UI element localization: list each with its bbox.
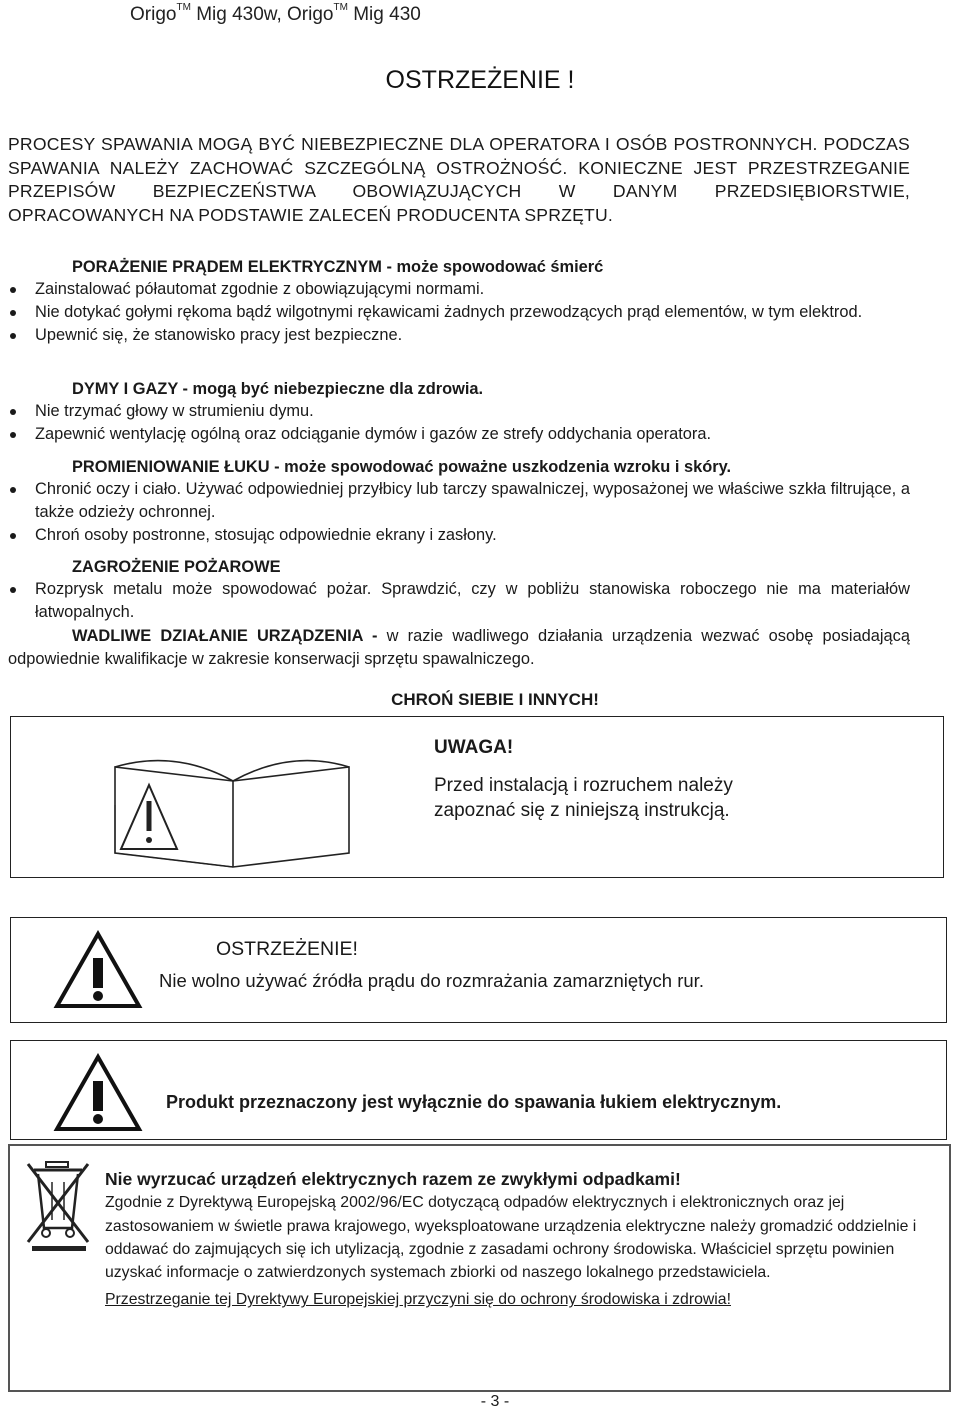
section-heading: PORAŻENIE PRĄDEM ELEKTRYCZNYM - może spowodować śmierć — [72, 258, 604, 276]
warning-text: Nie wolno używać źródła prądu do rozmrażania zamarzniętych rur. — [159, 970, 704, 991]
list-item: Rozprysk metalu może spowodować pożar. Sprawdzić, czy w pobliżu stanowiska roboczego nie ma materiałów łatwopalnych. — [8, 578, 910, 624]
warning-triangle-icon — [53, 1053, 143, 1133]
section-text: w razie wadliwego działania urządzenia wezwać osobę posiadającą odpowiednie kwalifikacje w zakresie konserwacji sprzętu spawalniczego. — [8, 627, 910, 668]
page-header: Origo™ Mig 430w, Origo™ Mig 430 — [130, 1, 421, 25]
list-item: Nie dotykać gołymi rękoma bądź wilgotnymi rękawicami żadnych przewodzących prąd elementów, w tym elektrod. — [8, 301, 910, 324]
notice-title: UWAGA! — [434, 737, 514, 758]
warning-title: OSTRZEŻENIE! — [216, 938, 358, 960]
warning-triangle-icon — [53, 930, 143, 1010]
section-malfunction — [8, 625, 910, 671]
section-arc-radiation — [8, 456, 910, 546]
notice-line: Przed instalacją i rozruchem należy — [434, 775, 733, 796]
protect-slogan: CHROŃ SIEBIE I INNYCH! — [391, 690, 599, 709]
weee-footer: Przestrzeganie tej Dyrektywy Europejskiej przyczyni się do ochrony środowiska i zdrowia! — [105, 1291, 731, 1309]
weee-body: Zgodnie z Dyrektywą Europejską 2002/96/EC dotyczącą odpadów elektrycznych i elektronicznych oraz jej zastosowaniem w świetle prawa krajowego, wyeksploatowane urządzenia elektryczne należy gromadzić oddzielnie i oddawać do zajmujących się ich utylizacją, zgodnie z zasadami ochrony środowiska. Właściciel sprzętu powinien uzyskać informacje o zatwierdzonych systemach zbiorki od naszego lokalnego przedstawiciela. — [105, 1194, 917, 1282]
list-item: Upewnić się, że stanowisko pracy jest bezpieczne. — [8, 324, 910, 347]
page-number: - 3 - — [480, 1393, 510, 1410]
section-heading: WADLIWE DZIAŁANIE URZĄDZENIA - — [72, 627, 378, 645]
notice-text — [434, 773, 733, 823]
warning-box-pipes — [10, 917, 947, 1023]
weee-text — [105, 1168, 925, 1312]
list-item: Chroń osoby postronne, stosując odpowiednie ekrany i zasłony. — [8, 524, 910, 547]
section-fumes — [8, 378, 910, 446]
list-item: Nie trzymać głowy w strumieniu dymu. — [8, 400, 910, 423]
list-item: Zainstalować półautomat zgodnie z obowiązującymi normami. — [8, 278, 910, 301]
list-item: Zapewnić wentylację ogólną oraz odciąganie dymów i gazów ze strefy oddychania operatora. — [8, 423, 910, 446]
notice-line: zapoznać się z niniejszą instrukcją. — [434, 800, 730, 821]
section-heading: ZAGROŻENIE POŻAROWE — [72, 558, 281, 576]
warning-box-use — [10, 1040, 947, 1140]
section-electric-shock — [8, 256, 910, 346]
list-item: Chronić oczy i ciało. Używać odpowiedniej przyłbicy lub tarczy spawalniczej, wyposażonej we właściwe szkła filtrujące, a także odzieży ochronnej. — [8, 478, 910, 524]
section-heading: DYMY I GAZY - mogą być niebezpieczne dla zdrowia. — [72, 380, 484, 398]
crossed-bin-icon — [24, 1158, 94, 1253]
notice-box — [10, 716, 944, 878]
section-fire-hazard — [8, 556, 910, 624]
section-heading: PROMIENIOWANIE ŁUKU - może spowodować poważne uszkodzenia wzroku i skóry. — [72, 458, 732, 476]
warning-manual-icon — [85, 745, 365, 870]
warning-text: Produkt przeznaczony jest wyłącznie do spawania łukiem elektrycznym. — [166, 1092, 782, 1112]
weee-title: Nie wyrzucać urządzeń elektrycznych razem ze zwykłymi odpadkami! — [105, 1169, 681, 1189]
weee-notice — [8, 1144, 951, 1392]
intro-paragraph: PROCESY SPAWANIA MOGĄ BYĆ NIEBEZPIECZNE DLA OPERATORA I OSÓB POSTRONNYCH. PODCZAS SPAWANIA NALEŻY ZACHOWAĆ SZCZEGÓLNĄ OSTROŻNOŚĆ. KONIECZNE JEST PRZESTRZEGANIE PRZEPISÓW BEZPIECZEŃSTWA OBOWIĄZUJĄCYCH W DANYM PRZEDSIĘBIORSTWIE, OPRACOWANYCH NA PODSTAWIE ZALECEŃ PRODUCENTA SPRZĘTU. — [8, 134, 910, 226]
page-title: OSTRZEŻENIE ! — [385, 66, 575, 94]
